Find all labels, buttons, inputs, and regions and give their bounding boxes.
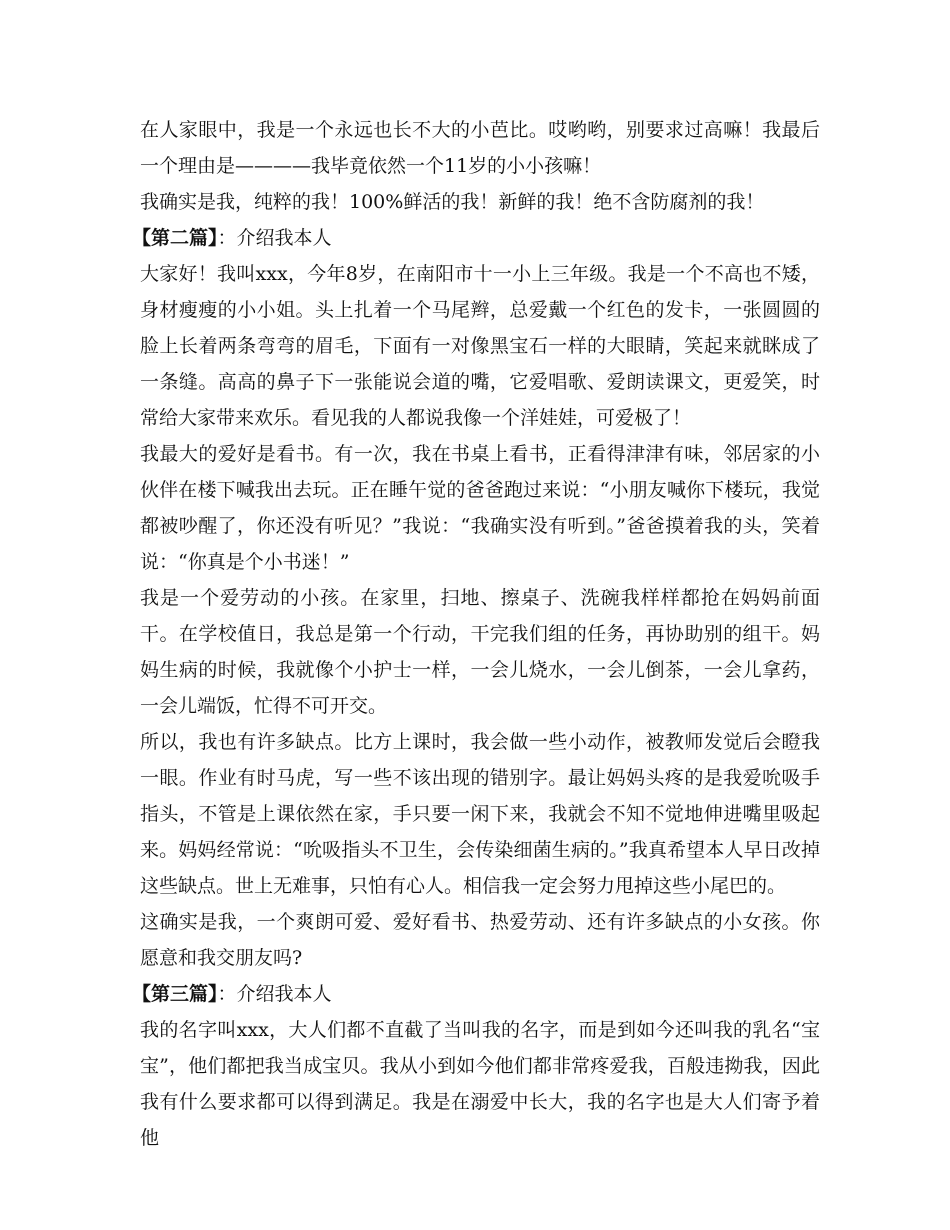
paragraph: 我是一个爱劳动的小孩。在家里，扫地、擦桌子、洗碗我样样都抢在妈妈前面干。在学校值日，我总是第一个行动，干完我们组的任务，再协助别的组干。妈妈生病的时候，我就像个小护士一样，一会儿烧水，一会儿倒茶，一会儿拿药，一会儿端饭，忙得不可开交。 (140, 587, 820, 717)
section-heading-title: ：介绍我本人 (217, 983, 332, 1005)
paragraph: 我的名字叫xxx，大人们都不直截了当叫我的名字，而是到如今还叫我的乳名“宝宝”，他们都把我当成宝贝。我从小到如今他们都非常疼爱我，百般违拗我，因此我有什么要求都可以得到满足。我是在溺爱中长大，我的名字也是大人们寄予着他 (140, 1019, 820, 1149)
paragraph: 大家好！我叫xxx，今年8岁，在南阳市十一小上三年级。我是一个不高也不矮，身材瘦瘦的小小姐。头上扎着一个马尾辫，总爱戴一个红色的发卡，一张圆圆的脸上长着两条弯弯的眉毛，下面有一对像黑宝石一样的大眼睛，笑起来就眯成了一条缝。高高的鼻子下一张能说会道的嘴，它爱唱歌、爱朗读课文，更爱笑，时常给大家带来欢乐。看见我的人都说我像一个洋娃娃，可爱极了！ (140, 263, 820, 429)
paragraph: 我确实是我，纯粹的我！100%鲜活的我！新鲜的我！绝不含防腐剂的我！ (140, 191, 765, 213)
paragraph: 所以，我也有许多缺点。比方上课时，我会做一些小动作，被教师发觉后会瞪我一眼。作业有时马虎，写一些不该出现的错别字。最让妈妈头疼的是我爱吮吸手指头，不管是上课依然在家，手只要一闲下来，我就会不知不觉地伸进嘴里吸起来。妈妈经常说：“吮吸指头不卫生，会传染细菌生病的。”我真希望本人早日改掉这些缺点。世上无难事，只怕有心人。相信我一定会努力甩掉这些小尾巴的。 (140, 731, 820, 897)
paragraph: 在人家眼中，我是一个永远也长不大的小芭比。哎哟哟，别要求过高嘛！我最后一个理由是————我毕竟依然一个11岁的小小孩嘛！ (140, 119, 820, 177)
section-heading-title: ：介绍我本人 (217, 227, 332, 249)
section-heading (132, 220, 820, 256)
section-heading-marker: 【第三篇】 (132, 983, 218, 1005)
section-heading (132, 976, 820, 1012)
section-heading-marker: 【第二篇】 (132, 227, 218, 249)
document-body (132, 112, 820, 1156)
paragraph: 这确实是我，一个爽朗可爱、爱好看书、热爱劳动、还有许多缺点的小女孩。你愿意和我交朋友吗? (140, 911, 820, 969)
paragraph: 我最大的爱好是看书。有一次，我在书桌上看书，正看得津津有味，邻居家的小伙伴在楼下喊我出去玩。正在睡午觉的爸爸跑过来说：“小朋友喊你下楼玩，我觉都被吵醒了，你还没有听见？”我说：“我确实没有听到。”爸爸摸着我的头，笑着说：“你真是个小书迷！” (140, 443, 820, 573)
